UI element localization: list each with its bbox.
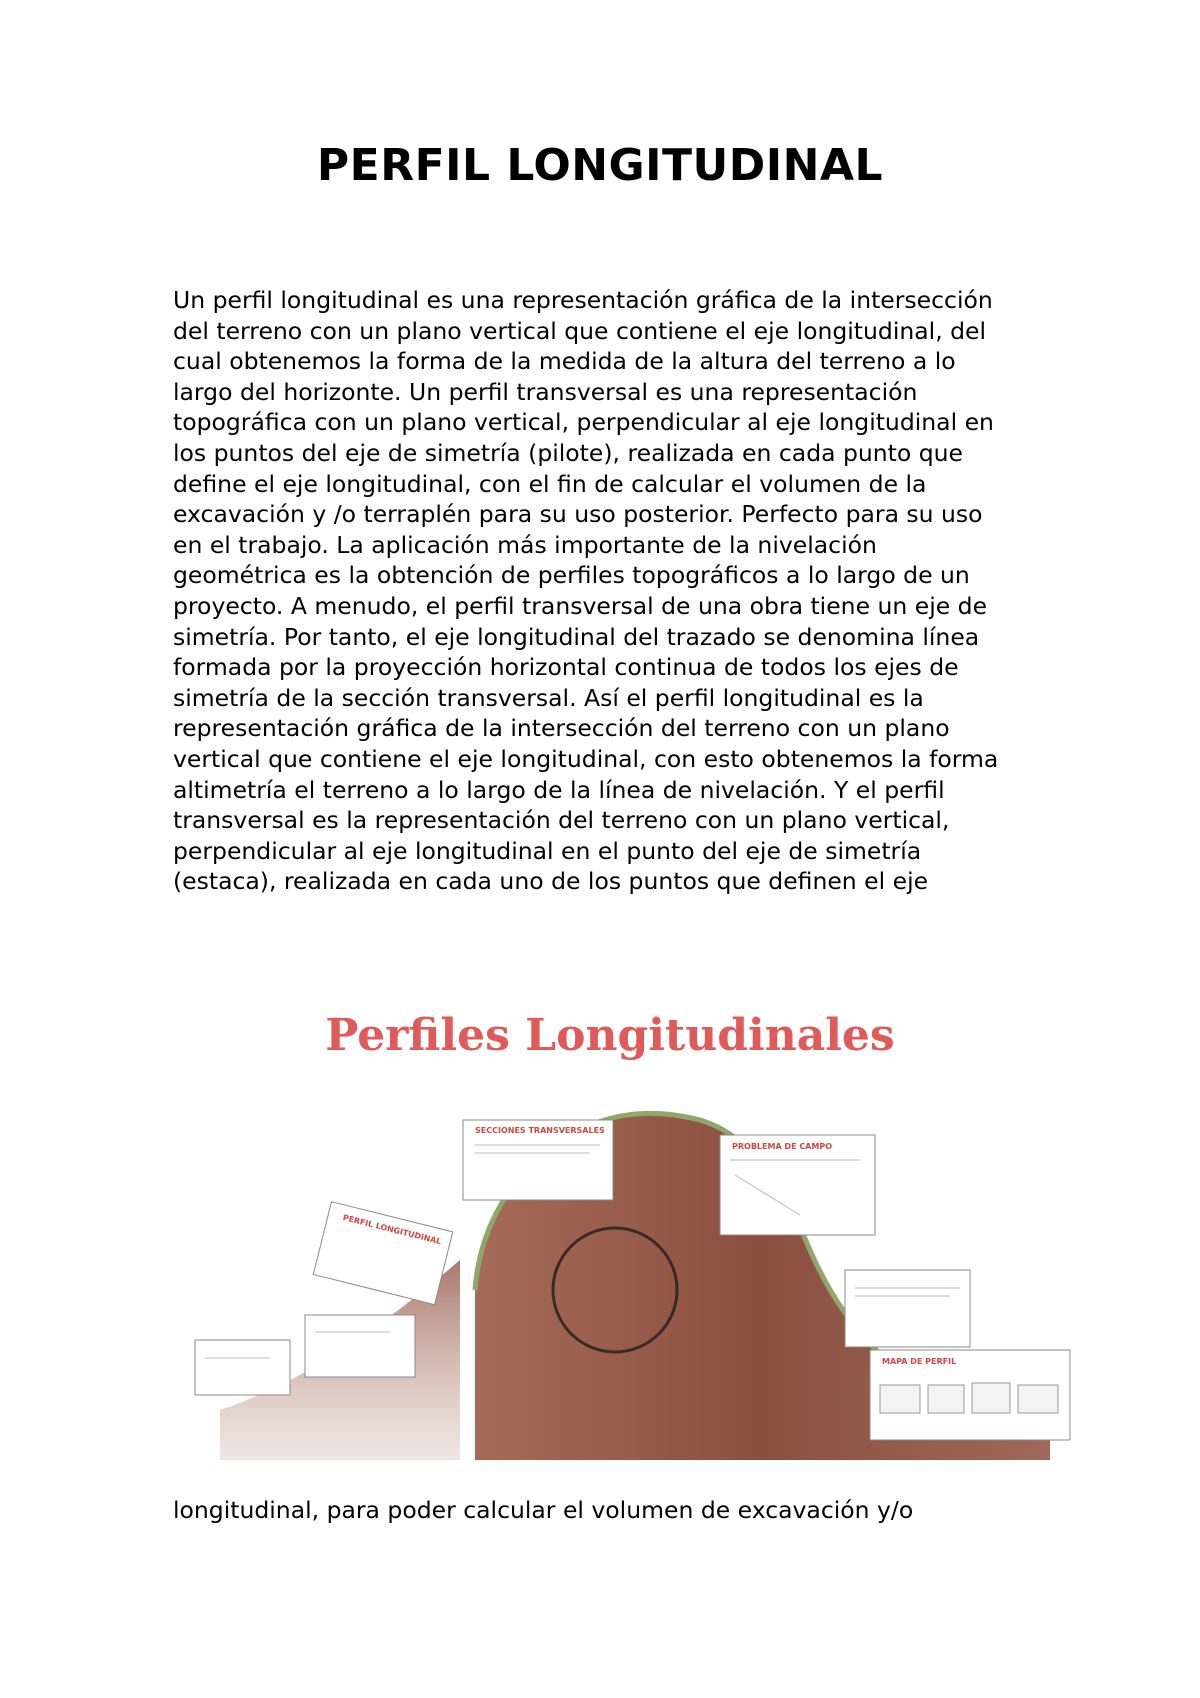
card-label-problema: PROBLEMA DE CAMPO [732,1142,832,1151]
paragraph-line: excavación y /o terraplén para su uso posterior. Perfecto para su uso [173,500,983,529]
paragraph-line: altimetría el terreno a lo largo de la línea de nivelación. Y el perfil [173,775,945,804]
terrain-illustration [190,990,1090,1480]
paragraph-line: simetría de la sección transversal. Así el perfil longitudinal es la [173,683,924,712]
card-label-mapa: MAPA DE PERFIL [882,1357,957,1366]
paragraph-line: proyecto. A menudo, el perfil transversal de una obra tiene un eje de [173,591,988,620]
paragraph-line: (estaca), realizada en cada uno de los puntos que definen el eje [173,867,929,896]
paragraph-line: transversal es la representación del terreno con un plano vertical, [173,806,950,835]
card-left-small [195,1340,290,1395]
body-paragraph [173,285,1073,897]
continuation-line: longitudinal, para poder calcular el volumen de excavación y/o [173,1496,914,1524]
perfiles-longitudinales-figure [190,990,1090,1480]
figure-title: Perfiles Longitudinales [325,1010,895,1061]
card-label-transversales: SECCIONES TRANSVERSALES [475,1126,605,1135]
card-right-mid [845,1270,970,1347]
paragraph-line: perpendicular al eje longitudinal en el punto del eje de simetría [173,836,922,865]
paragraph-line: representación gráfica de la intersección del terreno con un plano [173,714,950,743]
paragraph-line: cual obtenemos la forma de la medida de la altura del terreno a lo [173,347,956,376]
paragraph-line: los puntos del eje de simetría (pilote), realizada en cada punto que [173,438,964,467]
paragraph-line: vertical que contiene el eje longitudinal, con esto obtenemos la forma [173,744,999,773]
svg-text:PERFIL LONGITUDINAL: PERFIL LONGITUDINAL [341,1213,443,1247]
paragraph-line: largo del horizonte. Un perfil transversal es una representación [173,377,918,406]
paragraph-line: define el eje longitudinal, con el fin de calcular el volumen de la [173,469,927,498]
card-left-mid [305,1315,415,1377]
document-title: PERFIL LONGITUDINAL [316,140,884,191]
card-tilted [313,1202,452,1305]
paragraph-line: en el trabajo. La aplicación más importante de la nivelación [173,530,877,559]
paragraph-line: simetría. Por tanto, el eje longitudinal del trazado se denomina línea [173,622,980,651]
paragraph-line: topográfica con un plano vertical, perpendicular al eje longitudinal en [173,408,994,437]
paragraph-line: geométrica es la obtención de perfiles topográficos a lo largo de un [173,561,970,590]
paragraph-line: formada por la proyección horizontal continua de todos los ejes de [173,653,959,682]
paragraph-line: del terreno con un plano vertical que contiene el eje longitudinal, del [173,316,987,345]
paragraph-line: Un perfil longitudinal es una representación gráfica de la intersección [173,286,993,314]
